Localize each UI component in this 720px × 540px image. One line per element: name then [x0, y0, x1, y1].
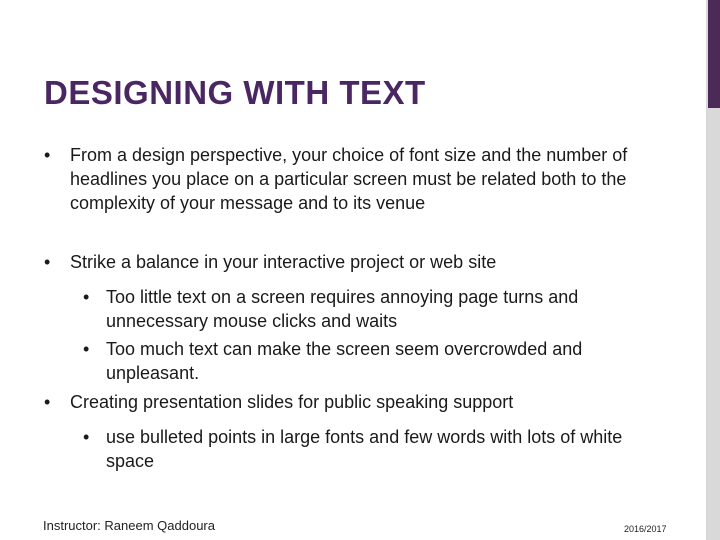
- footer-author: Instructor: Raneem Qaddoura: [43, 518, 215, 533]
- sub-bullet-text: use bulleted points in large fonts and few words with lots of white space: [106, 427, 623, 471]
- slide-title: DESIGNING WITH TEXT: [44, 74, 426, 111]
- bullet-icon: •: [83, 427, 90, 447]
- bullet-icon: •: [83, 339, 90, 359]
- bullet-text: From a design perspective, your choice of font size and the number of headlines you place on a particular screen must be related both to the complexity of your message and to its venue: [70, 145, 628, 213]
- sub-bullet-item: [83, 425, 653, 473]
- accent-bar-highlight: [708, 0, 720, 108]
- footer-term: 2016/2017: [624, 524, 667, 534]
- sub-bullet-item: [83, 337, 643, 385]
- bullet-item: [44, 143, 634, 215]
- sub-bullet-item: [83, 285, 643, 333]
- bullet-item: [44, 390, 634, 414]
- bullet-item: [44, 250, 634, 274]
- bullet-text: Creating presentation slides for public speaking support: [70, 392, 514, 412]
- sub-bullet-text: Too much text can make the screen seem overcrowded and unpleasant.: [106, 339, 583, 383]
- sub-bullet-text: Too little text on a screen requires annoying page turns and unnecessary mouse clicks and waits: [106, 287, 579, 331]
- bullet-icon: •: [44, 252, 51, 272]
- bullet-text: Strike a balance in your interactive project or web site: [70, 252, 497, 272]
- bullet-icon: •: [83, 287, 90, 307]
- bullet-icon: •: [44, 145, 51, 165]
- bullet-icon: •: [44, 392, 51, 412]
